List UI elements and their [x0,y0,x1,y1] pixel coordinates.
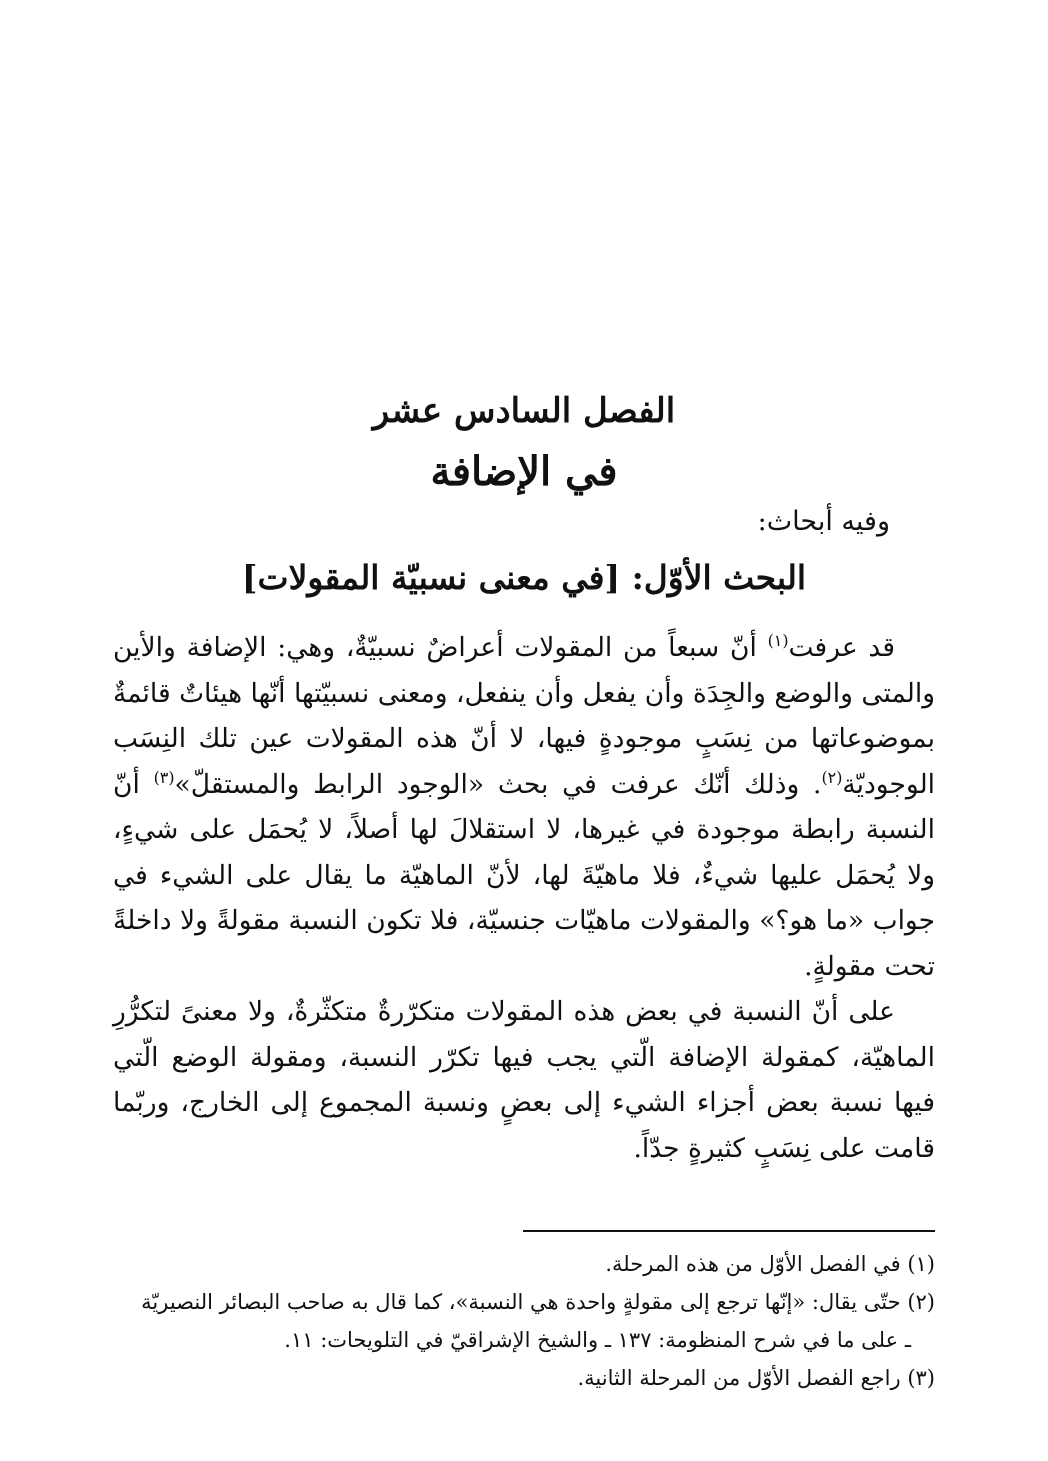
body-text [113,625,935,1171]
footnote-marker: (٣) [907,1366,935,1390]
footnote-3 [113,1359,935,1397]
footnote-text: راجع الفصل الأوّل من المرحلة الثانية. [577,1366,901,1390]
footnote-ref-3: (٣) [153,767,175,787]
paragraph-1 [113,625,935,989]
footnote-ref-1: (١) [767,631,789,651]
paragraph-1-text-a: قد عرفت [788,632,895,663]
sections-intro: وفيه أبحاث: [757,506,890,537]
paragraph-1-text-b: أنّ سبعاً من المقولات أعراضٌ نسبيّةٌ، وهي: الإضافة والأين والمتى والوضع والجِدَة وأن يفعل وأن ينفعل، ومعنى نسبيّتها أنّها هيئاتٌ قائمةٌ بموضوعاتها من نِسَبٍ موجودةٍ فيها، لا أنّ هذه المقولات عين تلك النِسَب الوجوديّة [113,632,936,800]
chapter-subject: في الإضافة [430,448,618,495]
footnote-marker: (١) [907,1252,935,1276]
footnote-separator [523,1230,935,1232]
footnote-1 [113,1245,935,1283]
footnote-2 [113,1283,935,1321]
footnote-2-continuation: ـ على ما في شرح المنظومة: ١٣٧ ـ والشيخ الإشراقيّ في التلويحات: ١١. [284,1328,911,1352]
footnote-ref-2: (٢) [821,767,843,787]
footnotes [113,1245,935,1397]
paragraph-2: على أنّ النسبة في بعض هذه المقولات متكرّرةٌ متكثّرةٌ، ولا معنىً لتكرُّرِ الماهيّة، كمقولة الإضافة الّتي يجب فيها تكرّر النسبة، ومقولة الوضع الّتي فيها نسبة بعض أجزاء الشيء إلى بعضٍ ونسبة المجموع إلى الخارج، وربّما قامت على نِسَبٍ كثيرةٍ جدّاً. [113,996,935,1164]
paragraph-1-text-c: . وذلك أنّك عرفت في بحث «الوجود الرابط والمستقلّ» [174,768,822,800]
chapter-title: الفصل السادس عشر [372,391,676,431]
section-heading: البحث الأوّل: [في معنى نسبيّة المقولات] [241,558,807,597]
footnote-text: حتّى يقال: «إنّها ترجع إلى مقولةٍ واحدة هي النسبة»، كما قال به صاحب البصائر النصيريّة [141,1290,901,1314]
footnote-text: في الفصل الأوّل من هذه المرحلة. [605,1252,901,1276]
paragraph-1-text-d: أنّ النسبة رابطة موجودة في غيرها، لا استقلالَ لها أصلاً، لا يُحمَل على شيءٍ، ولا يُحمَل عليها شيءٌ، فلا ماهيّةَ لها، لأنّ الماهيّة ما يقال على الشيء في جواب «ما هو؟» والمقولات ماهيّات جنسيّة، فلا تكون النسبة مقولةً ولا داخلةً تحت مقولةٍ. [113,768,935,982]
footnote-marker: (٢) [907,1290,935,1314]
